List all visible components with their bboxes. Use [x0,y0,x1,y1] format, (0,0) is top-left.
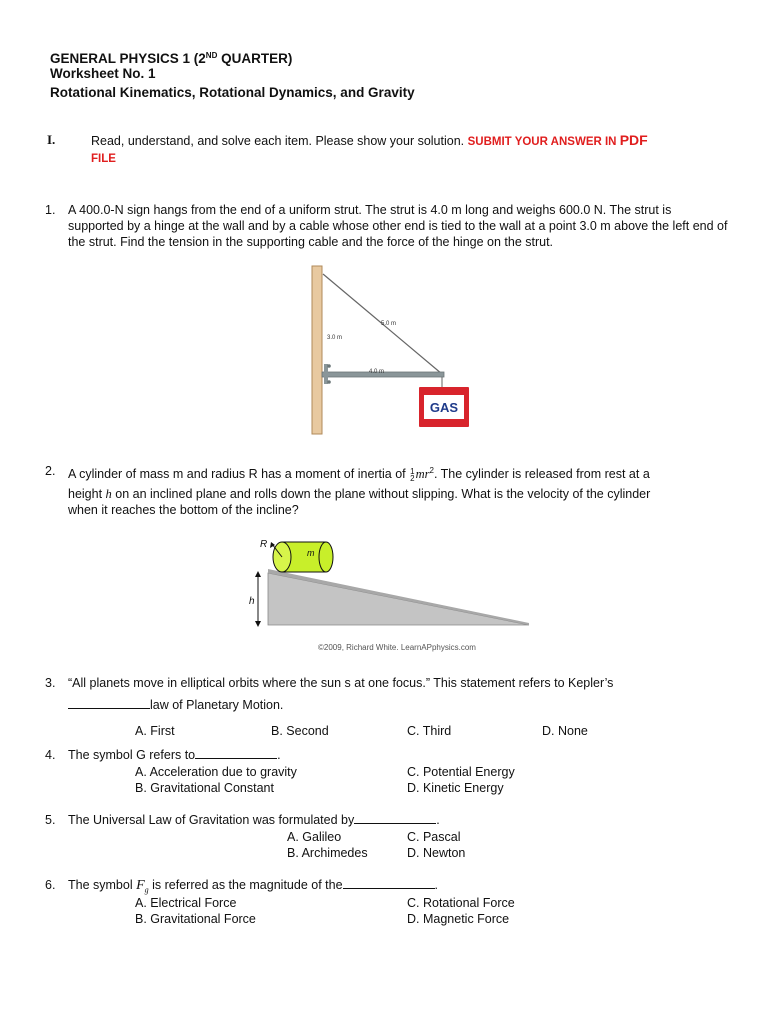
sign-label: GAS [429,400,459,415]
question-number: 1. [45,203,56,217]
q3-option-c: C. Third [407,724,452,738]
answer-blank [68,697,150,709]
instructions-text: Read, understand, and solve each item. Please show your solution. SUBMIT YOUR ANSWER IN PDF FILE [91,132,648,165]
worksheet-topic: Rotational Kinematics, Rotational Dynamics, and Gravity [50,85,415,100]
question-number: 3. [45,676,56,690]
q3-option-a: A. First [135,724,175,738]
question-text: A 400.0-N sign hangs from the end of a uniform strut. The strut is 4.0 m long and weighs 600.0 N. The strut is supported by a hinge at the wall and by a cable whose other end is tied to the wall at a point 3.0 m above the left end of the strut. Find the tension in the supporting cable and the force of the hinge on the strut. [68,203,728,249]
question-4 [45,747,725,763]
worksheet-number: Worksheet No. 1 [50,66,156,81]
worksheet-course-title: GENERAL PHYSICS 1 (2ND QUARTER) [50,51,293,66]
strut-figure [308,262,472,438]
question-number: 4. [45,748,56,762]
q5-option-b: B. Archimedes [287,846,368,860]
question-text: A cylinder of mass m and radius R has a moment of inertia of 1 2 $mr^2$. The cylinder is released from rest at a height h on an inclined plane and rolls down the plane without slipping. What is the velocity of the cylinder when it reaches the bottom of the incline? [68,466,651,518]
fraction-half: 1 2 [410,466,415,483]
question-text: The Universal Law of Gravitation was formulated by . [68,813,440,827]
question-number: 5. [45,813,56,827]
answer-blank [354,812,436,824]
wall [312,266,322,434]
question-text: The symbol $F_g$ is referred as the magnitude of the . [68,878,439,895]
q3-option-b: B. Second [271,724,329,738]
q6-option-a: A. Electrical Force [135,896,237,910]
submit-notice: SUBMIT YOUR ANSWER IN PDF FILE [91,132,648,165]
height-label: 3.0 m [327,335,343,341]
height-label: h [249,596,255,607]
q4-option-b: B. Gravitational Constant [135,781,274,795]
question-text: The symbol G refers to . [68,748,281,762]
question-2 [45,463,725,517]
strut-length-label: 4.0 m [369,369,385,375]
q5-option-c: C. Pascal [407,830,461,844]
q5-option-d: D. Newton [407,846,466,860]
cable-length-label: 5.0 m [381,321,397,327]
question-text: “All planets move in elliptical orbits where the sun s at one focus.” This statement refers to Kepler’s law of Planetary Motion. [68,676,614,712]
question-6 [45,877,725,895]
question-5 [45,812,725,828]
q4-option-c: C. Potential Energy [407,765,515,779]
mass-label: m [307,548,315,558]
q3-option-d: D. None [542,724,588,738]
q6-option-b: B. Gravitational Force [135,912,256,926]
q6-option-c: C. Rotational Force [407,896,515,910]
question-1 [45,202,728,252]
section-numeral: I. [47,132,56,147]
incline-figure [244,533,544,659]
q6-option-d: D. Magnetic Force [407,912,510,926]
q4-option-a: A. Acceleration due to gravity [135,765,297,779]
radius-label: R [260,539,268,550]
question-number: 2. [45,464,56,478]
answer-blank [343,877,435,889]
answer-blank [195,747,277,759]
question-3 [45,675,725,715]
hinge [324,364,328,384]
q4-option-d: D. Kinetic Energy [407,781,504,795]
q5-option-a: A. Galileo [287,830,342,844]
figure-copyright: ©2009, Richard White. LearnAPphysics.com [318,643,476,652]
question-number: 6. [45,878,56,892]
